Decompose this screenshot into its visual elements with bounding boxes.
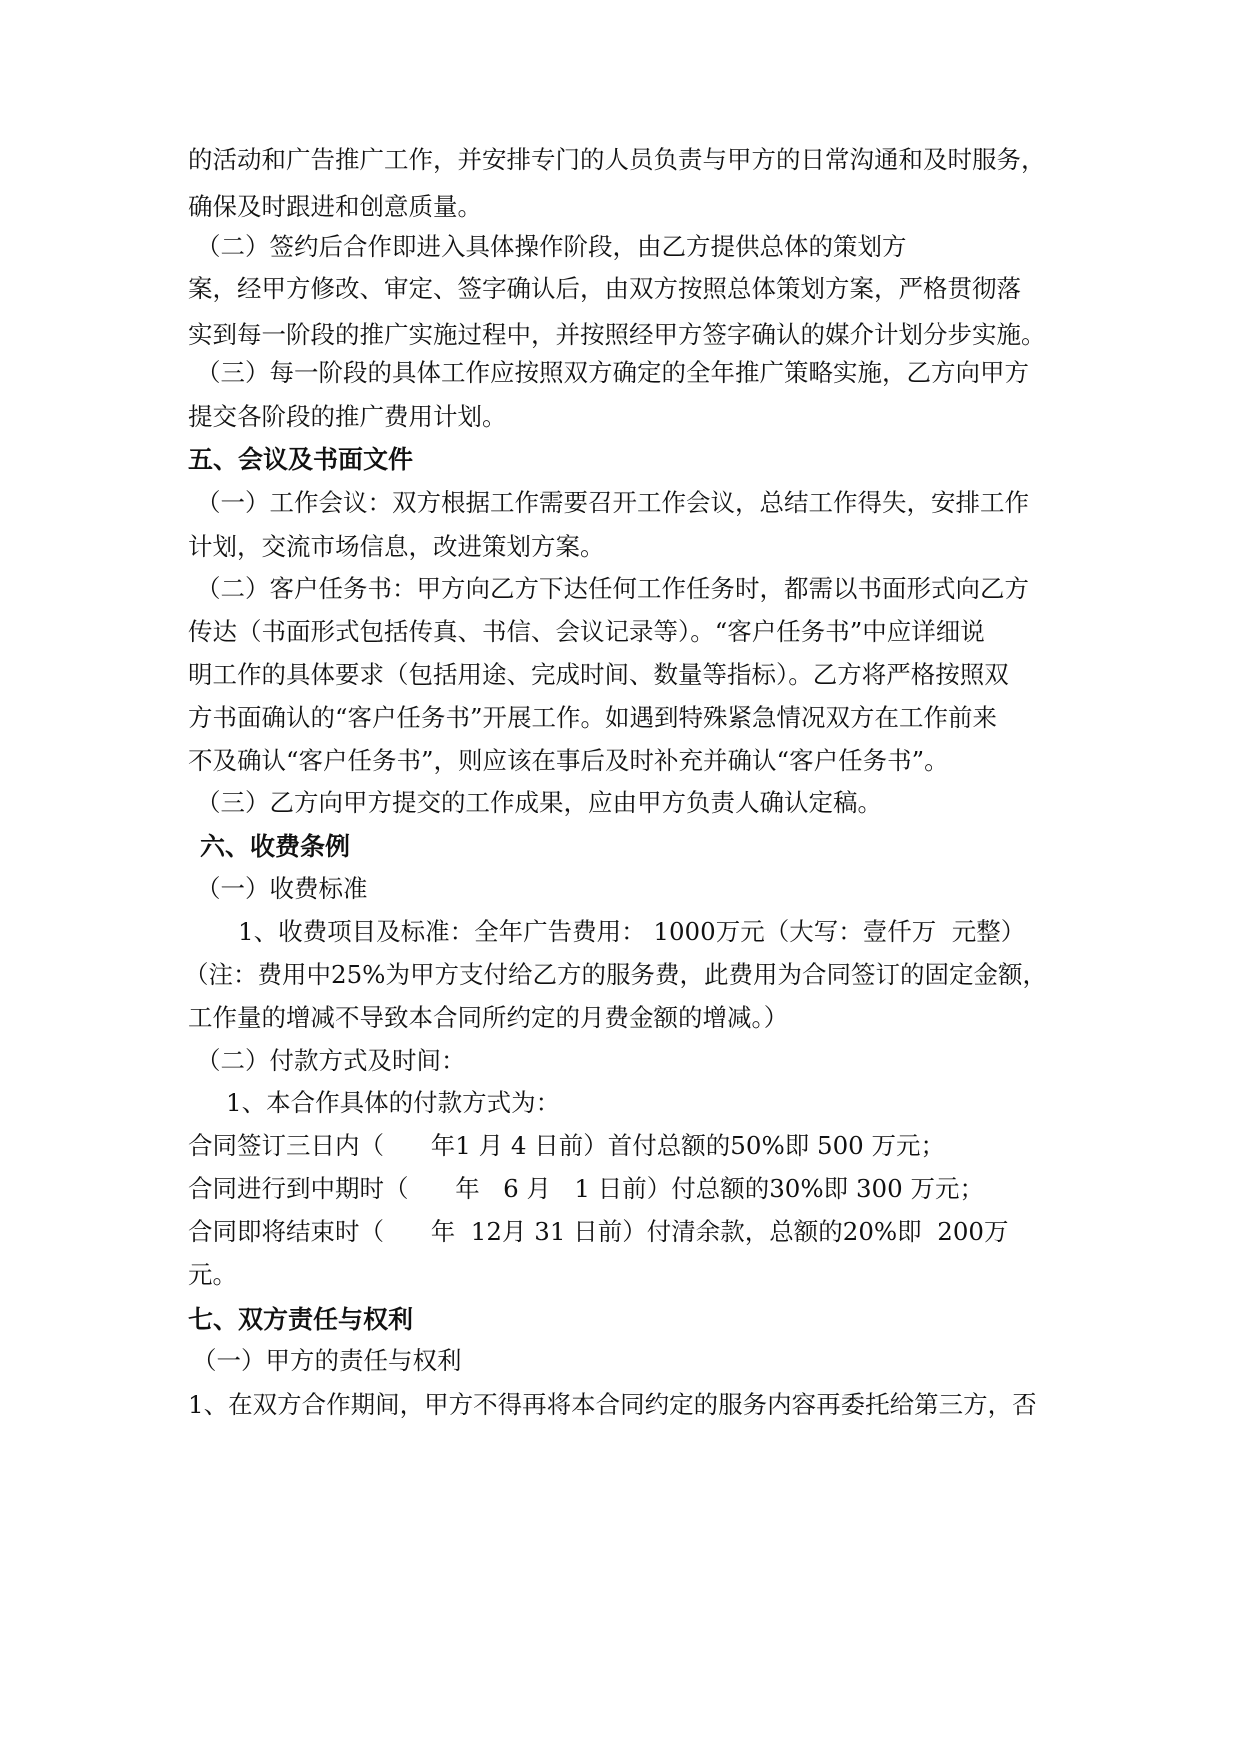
paragraph-line: 计划，交流市场信息，改进策划方案。 <box>188 532 605 561</box>
paragraph-line: 的活动和广告推广工作，并安排专门的人员负责与甲方的日常沟通和及时服务， <box>188 145 1046 174</box>
payment-schedule-line: 合同签订三日内（ 年1 月 4 日前）首付总额的50%即 500 万元； <box>188 1131 946 1160</box>
paragraph-line: （二）签约后合作即进入具体操作阶段，由乙方提供总体的策划方 <box>196 232 907 261</box>
paragraph-line: （二）客户任务书：甲方向乙方下达任何工作任务时，都需以书面形式向乙方 <box>196 574 1029 603</box>
paragraph-line: 明工作的具体要求（包括用途、完成时间、数量等指标）。乙方将严格按照双 <box>188 660 1009 689</box>
paragraph-line: 案，经甲方修改、审定、签字确认后，由双方按照总体策划方案，严格贯彻落 <box>188 274 1021 303</box>
paragraph-line: （一）甲方的责任与权利 <box>192 1346 462 1375</box>
paragraph-line: 1、本合作具体的付款方式为： <box>226 1088 561 1117</box>
paragraph-line: 确保及时跟进和创意质量。 <box>188 192 482 221</box>
paragraph-line: 提交各阶段的推广费用计划。 <box>188 402 507 431</box>
paragraph-line: 方书面确认的“客户任务书”开展工作。如遇到特殊紧急情况双方在工作前来 <box>188 703 998 732</box>
paragraph-line: 工作量的增减不导致本合同所约定的月费金额的增减。） <box>188 1003 789 1032</box>
paragraph-line: 传达（书面形式包括传真、书信、会议记录等）。“客户任务书”中应详细说 <box>188 617 985 646</box>
payment-schedule-line: 合同进行到中期时（ 年 6 月 1 日前）付总额的30%即 300 万元； <box>188 1174 984 1203</box>
paragraph-line: （一）收费标准 <box>196 874 368 903</box>
paragraph-line: （二）付款方式及时间： <box>196 1046 466 1075</box>
paragraph-line: 元。 <box>188 1260 237 1289</box>
paragraph-line: （一）工作会议：双方根据工作需要召开工作会议，总结工作得失，安排工作 <box>196 488 1029 517</box>
payment-schedule-line: 合同即将结束时（ 年 12月 31 日前）付清余款，总额的20%即 200万 <box>188 1217 1009 1246</box>
section-heading: 五、会议及书面文件 <box>188 445 414 474</box>
section-heading: 七、双方责任与权利 <box>188 1305 414 1334</box>
paragraph-line: （三）每一阶段的具体工作应按照双方确定的全年推广策略实施，乙方向甲方 <box>196 358 1029 387</box>
paragraph-line: （三）乙方向甲方提交的工作成果，应由甲方负责人确认定稿。 <box>196 788 882 817</box>
paragraph-line: 1、收费项目及标准：全年广告费用： 1000万元（大写：壹仟万 元整） <box>238 917 1026 946</box>
paragraph-line: 1、在双方合作期间，甲方不得再将本合同约定的服务内容再委托给第三方，否 <box>188 1390 1037 1419</box>
section-heading: 六、收费条例 <box>200 832 351 861</box>
paragraph-line: （注：费用中25%为甲方支付给乙方的服务费，此费用为合同签订的固定金额， <box>184 960 1047 989</box>
paragraph-line: 不及确认“客户任务书”，则应该在事后及时补充并确认“客户任务书”。 <box>188 746 949 775</box>
paragraph-line: 实到每一阶段的推广实施过程中，并按照经甲方签字确认的媒介计划分步实施。 <box>188 320 1046 349</box>
